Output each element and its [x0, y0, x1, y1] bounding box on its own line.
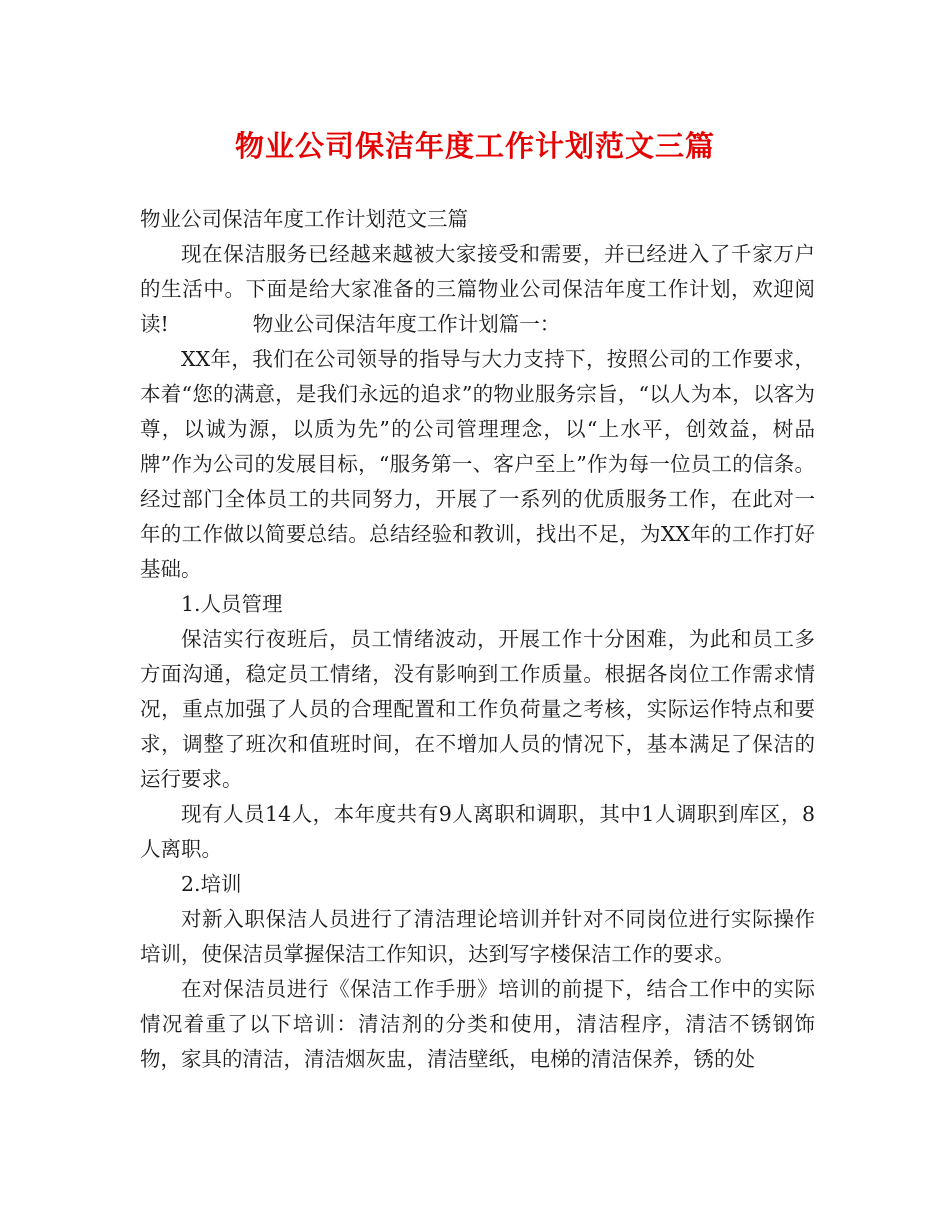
- document-body: [140, 202, 815, 1077]
- staff-paragraph-1: 保洁实行夜班后，员工情绪波动，开展工作十分困难，为此和员工多方面沟通，稳定员工情绪，没有影响到工作质量。根据各岗位工作需求情况，重点加强了人员的合理配置和工作负荷量之考核，实际运作特点和要求，调整了班次和值班时间，在不增加人员的情况下，基本满足了保洁的运行要求。: [140, 627, 815, 791]
- document-title: 物业公司保洁年度工作计划范文三篇: [234, 129, 715, 163]
- intro-text: 现在保洁服务已经越来越被大家接受和需要，并已经进入了千家万户的生活中。下面是给大家准备的三篇物业公司保洁年度工作计划，欢迎阅读!: [140, 242, 815, 336]
- staff-paragraph-2: 现有人员14人，本年度共有9人离职和调职，其中1人调职到库区，8人离职。: [140, 802, 815, 861]
- heading-staff-management: 1.人员管理: [181, 592, 283, 616]
- subtitle-line: 物业公司保洁年度工作计划范文三篇: [140, 207, 468, 231]
- training-paragraph-1: 对新入职保洁人员进行了清洁理论培训并针对不同岗位进行实际操作培训，使保洁员掌握保洁工作知识，达到写字楼保洁工作的要求。: [140, 907, 815, 966]
- summary-paragraph: XX年，我们在公司领导的指导与大力支持下，按照公司的工作要求，本着“您的满意，是我们永远的追求”的物业服务宗旨，“以人为本，以客为尊，以诚为源，以质为先”的公司管理理念，以“上水平，创效益，树品牌”作为公司的发展目标，“服务第一、客户至上”作为每一位员工的信条。经过部门全体员工的共同努力，开展了一系列的优质服务工作，在此对一年的工作做以简要总结。总结经验和教训，找出不足，为XX年的工作打好基础。: [140, 347, 815, 581]
- heading-training: 2.培训: [181, 872, 242, 896]
- training-paragraph-2: 在对保洁员进行《保洁工作手册》培训的前提下，结合工作中的实际情况着重了以下培训：清洁剂的分类和使用，清洁程序，清洁不锈钢饰物，家具的清洁，清洁烟灰盅，清洁壁纸，电梯的清洁保养，锈的处: [140, 977, 815, 1071]
- intro-paragraph: [140, 237, 815, 342]
- section-heading-part-one: 物业公司保洁年度工作计划篇一：: [252, 312, 561, 336]
